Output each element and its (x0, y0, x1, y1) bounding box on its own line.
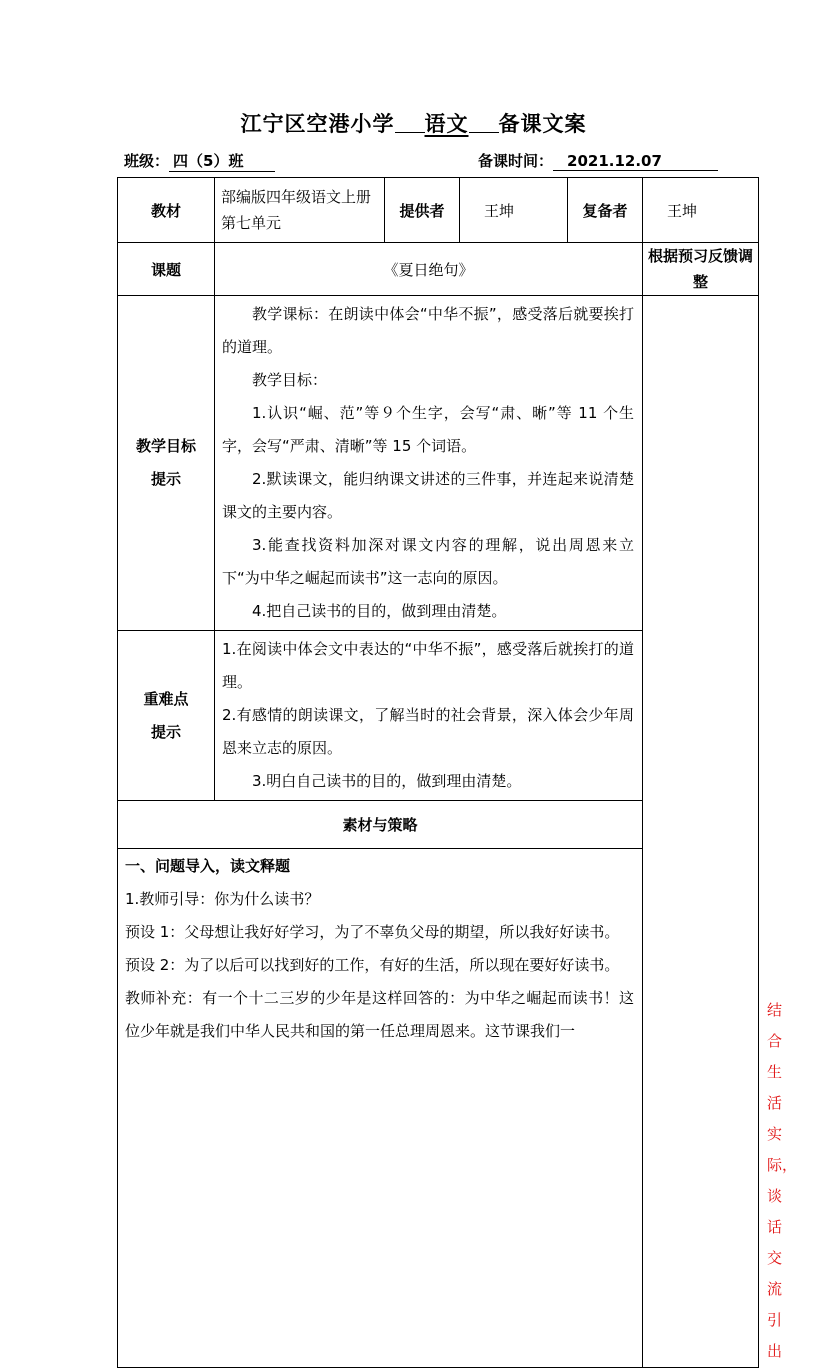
class-info (124, 150, 275, 172)
objectives-label (118, 296, 215, 631)
feedback-column-header: 根据预习反馈调整 (643, 243, 759, 296)
date-info (478, 150, 718, 171)
materials-line: 1.教师引导：你为什么读书？ (125, 890, 320, 908)
provider-value: 王坤 (460, 178, 568, 243)
key-point-line: 1.在阅读中体会文中表达的“中华不振”，感受落后就挨打的道理。 (222, 640, 634, 691)
provider-label: 提供者 (385, 178, 460, 243)
title-blank-left (395, 114, 425, 133)
topic-row (118, 243, 759, 296)
textbook-label: 教材 (118, 178, 215, 243)
key-point-line: 3.明白自己读书的目的，做到理由清楚。 (252, 772, 522, 790)
topic-label: 课题 (118, 243, 215, 296)
textbook-value: 部编版四年级语文上册第七单元 (215, 178, 385, 243)
materials-section-title: 一、问题导入，读文释题 (125, 857, 291, 875)
school-name: 江宁区空港小学 (240, 112, 395, 136)
objective-line: 4.把自己读书的目的，做到理由清楚。 (252, 602, 507, 620)
feedback-column (643, 296, 759, 1368)
objectives-row (118, 296, 759, 631)
objective-line: 教学课标：在朗读中体会“中华不振”，感受落后就要挨打的道理。 (222, 305, 634, 356)
objectives-label-line2: 提示 (150, 470, 181, 488)
document-title (0, 108, 827, 138)
reviewer-value: 王坤 (643, 178, 759, 243)
textbook-row (118, 178, 759, 243)
document-type: 备课文案 (498, 112, 587, 136)
objective-line: 教学目标： (252, 371, 328, 389)
reviewer-label: 复备者 (568, 178, 643, 243)
subject-name: 语文 (424, 112, 469, 136)
key-points-label (118, 631, 215, 801)
materials-content (118, 849, 643, 1368)
key-points-content (215, 631, 643, 801)
objectives-label-line1: 教学目标 (135, 437, 196, 455)
materials-line: 预设 1：父母想让我好好学习，为了不辜负父母的期望，所以我好好读书。 (125, 923, 620, 941)
objective-line: 1.认识“崛、范”等９个生字，会写“肃、晰”等 11 个生字，会写“严肃、清晰”等 15 个词语。 (222, 404, 634, 455)
objective-line: 2.默读课文，能归纳课文讲述的三件事，并连起来说清楚课文的主要内容。 (222, 470, 634, 521)
objectives-content (215, 296, 643, 631)
materials-line: 预设 2：为了以后可以找到好的工作，有好的生活，所以现在要好好读书。 (125, 956, 620, 974)
class-label: 班级： (124, 152, 170, 170)
title-blank-right (469, 114, 499, 133)
key-points-label-line2: 提示 (150, 722, 181, 741)
key-points-label-line1: 重难点 (143, 689, 189, 708)
date-label: 备课时间： (478, 152, 554, 170)
materials-row: 一、问题导入，读文释题 1.教师引导：你为什么读书？ 预设 1：父母想让我好好学习，为了不辜负父母的期望，所以我好好读书。 预设 2：为了以后可以找到好的工作，有好的生活，所以现在要好好读书。 教师补充：有一个十二三岁的少年是这样回答的：为中华之崛起而读书！这位少年就是我们中华人民共和国的第一任总理周恩来。这节课我们一 结合生活实际，谈话交流引出 (118, 849, 759, 1368)
topic-value: 《夏日绝句》 (215, 243, 643, 296)
class-value: 四（5）班 (169, 150, 275, 172)
materials-line: 教师补充：有一个十二三岁的少年是这样回答的：为中华之崛起而读书！这位少年就是我们中华人民共和国的第一任总理周恩来。这节课我们一 (125, 989, 634, 1040)
materials-heading: 素材与策略 (118, 801, 643, 849)
date-value: 2021.12.07 (553, 152, 718, 171)
lesson-plan-table (117, 177, 798, 1368)
key-point-line: 2.有感情的朗读课文，了解当时的社会背景，深入体会少年周恩来立志的原因。 (222, 706, 634, 757)
objective-line: 3.能查找资料加深对课文内容的理解，说出周恩来立下“为中华之崛起而读书”这一志向的原因。 (222, 536, 634, 587)
